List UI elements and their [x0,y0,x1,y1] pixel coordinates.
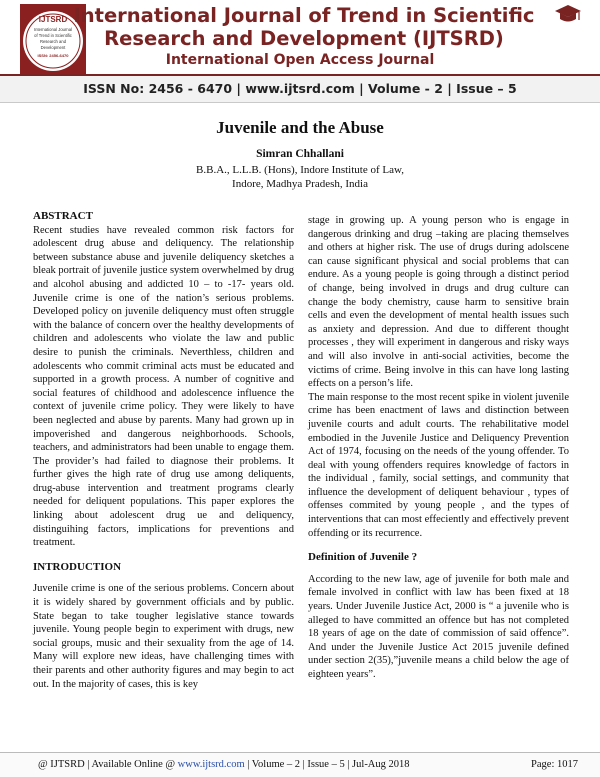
right-para-1: stage in growing up. A young person who is engage in dangerous drinking and drug –taking are placing themselves and others at higher risk. The use of drugs during adolscene can cause significant physical and social problems that can endure. As a young people is going through a distinct period of change, being involved in drugs and drug culture can change the body chemistry, cause harm to sensitive brain cells and even the development of mental health issues such as anxiety and depression. And due to different thought processes , they will experiment in dangerous and risky ways and will also involve in anti-social activities, become the victims of crime. Being involve in this can have long lasting effects on a person’s life. [308,215,569,390]
introduction-text: Juvenile crime is one of the serious problems. Concern about it is widely shared by government officials and by public. State began to take tougher legislative stance towards juvenile. Young people begin to experiment with drugs, new social groups, music and their sexuality from the age of 14. Many will explore new ideas, have challenging times with their parents and other authority figures and may begin to act out. In the majority of cases, this is key [33,583,294,690]
journal-title-line1: International Journal of Trend in Scientific [73,4,535,27]
right-para-2: The main response to the most recent spike in violent juvenile crime has been enactment of laws and distinction between juvenile courts and adult courts. The rehabilitative model embodied in the Juvenile Justice and Deliquency Prevention Act of 1974, focusing on the needs of the young offender. To deal with young offenders requires knowledge of factors in the individual , family, social settings, and community that influence the development of deliquent behaviour , types of offenses commited by young people , and the types of interventions that can most effeciently and effectively prevent offending or its recurrence. [308,391,569,539]
issn-bar: ISSN No: 2456 - 6470 | www.ijtsrd.com | Volume - 2 | Issue – 5 [0,76,600,103]
author-name: Simran Chhallani [256,148,344,160]
footer-info [38,754,410,776]
right-column [308,214,569,682]
logo-text-4: Development [40,45,66,50]
footer-suffix: | Volume – 2 | Issue – 5 | Jul-Aug 2018 [244,759,410,770]
logo-text-1: International Journal [34,27,72,32]
page-number: Page: 1017 [531,759,578,770]
left-column [33,210,294,691]
page-footer [0,752,600,777]
footer-site-link[interactable]: www.ijtsrd.com [177,759,245,770]
logo-text-5: ISSN: 2456-6470 [37,53,69,58]
introduction-heading: INTRODUCTION [33,560,122,573]
paper-title: Juvenile and the Abuse [216,118,384,137]
logo-text-2: of Trend in Scientific [34,33,72,38]
definition-heading: Definition of Juvenile ? [308,551,418,564]
author-affiliation [0,163,600,191]
affiliation-line1: B.B.A., L.L.B. (Hons), Indore Institute of Law, [196,164,404,176]
logo-text-3: Research and [39,39,67,44]
open-access-label: International Open Access Journal [165,52,435,68]
abstract-heading: ABSTRACT [33,210,93,222]
abstract-text: Recent studies have revealed common risk factors for adolescent drug abuse and deliquency. The relationship between substance abuse and juvenile deliquency sketches a bleak portrait of juvenile justice system overwhelmed by drug and alcohol abusing and addicted 10 – to -17- years old. Juvenile crime is one of the nation’s serious problems. Developed policy on juvenile deliquency must often struggle with the balance of concern over the healthy developments of children and adolescents who violate the law and public desire to punish the criminals. Neverthless, children and adolescents who commit criminal acts must be educated and supported in a growth process. A number of cognitive and social features of childhood and adolescence influence the context of juvenile crime policy. They were likely to have been neglected and abuse by parents. Many had grown up in impoverished and dangerous neighborhoods. Schools, teachers, and administrators had been unable to engage them. The provider’s had failed to diagnose their problems. It further gives the high rate of drug use among deliquents, drug-abuse intervention and treatment programs clearly needed for deliquent populations. This paper explores the linking about adolescent drug ue and deliquency, distinguihing factors, implications for preventions and treatment. [33,224,294,549]
logo-text-0: IJTSRD [38,15,68,24]
affiliation-line2: Indore, Madhya Pradesh, India [232,178,368,190]
definition-text: According to the new law, age of juvenile for both male and female involved in conflict with law has been fixed at 18 years. Under Juvenile Justice Act, 2000 is “ a juvenile who is alleged to have committed an offence but has not completed 18 years of age on the date of commission of said offence”. And under the Juvenile Justice Act 2015 juvenile defined under section 2(35),”juvenile means a child below the age of eighteen years”. [308,573,569,680]
footer-prefix: @ IJTSRD | Available Online @ [38,759,178,770]
graduation-cap-icon [554,4,582,24]
journal-title-line2: Research and Development (IJTSRD) [104,27,504,50]
journal-header [0,0,600,104]
